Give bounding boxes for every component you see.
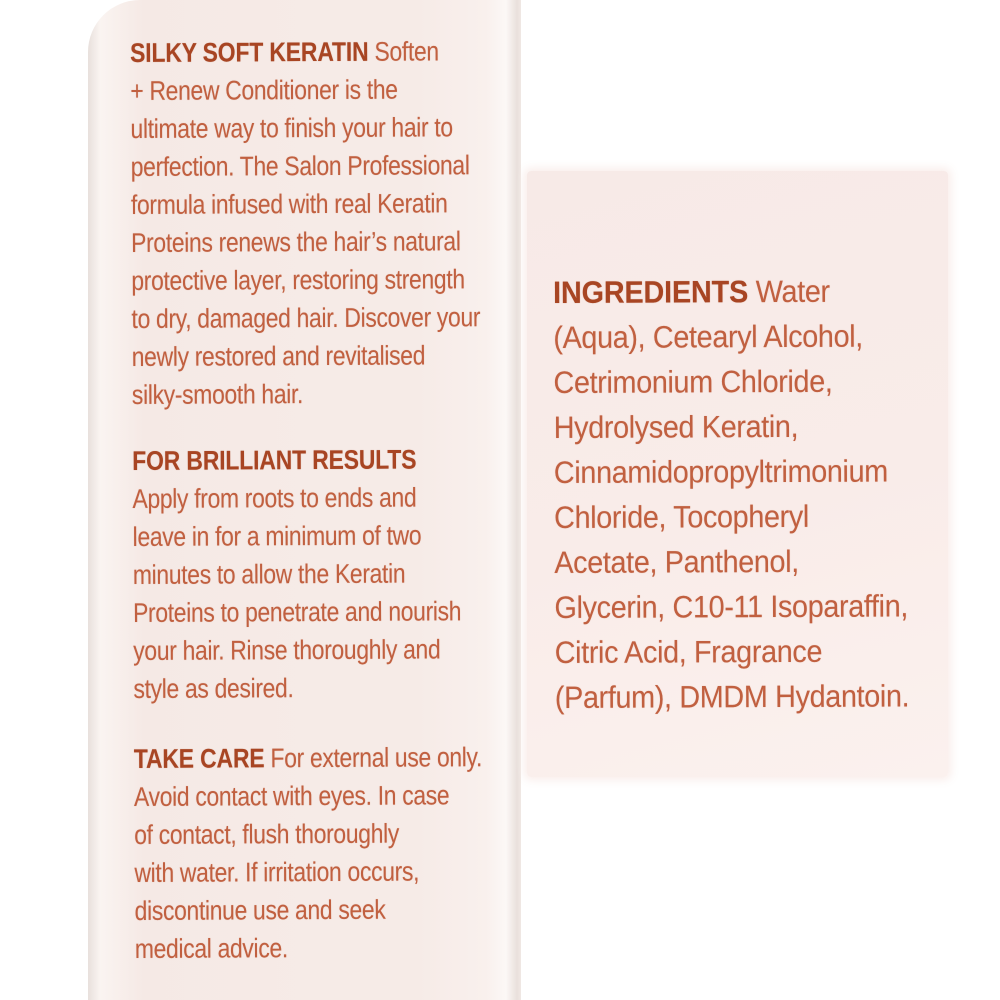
about-heading-rest: Soften	[368, 36, 439, 67]
ingredients-line: Cetrimonium Chloride,	[553, 363, 833, 400]
about-line: perfection. The Salon Professional	[130, 150, 470, 182]
about-line: Proteins renews the hair’s natural	[131, 226, 461, 258]
warning-line: with water. If irritation occurs,	[134, 856, 420, 888]
directions-line: minutes to allow the Keratin	[132, 558, 406, 590]
ingredients-line: Hydrolysed Keratin,	[553, 408, 799, 445]
about-line: protective layer, restoring strength	[131, 264, 465, 296]
ingredients-line: Cinnamidopropyltrimonium	[553, 453, 888, 490]
ingredients-line: Chloride, Tocopheryl	[554, 498, 810, 535]
directions-line: style as desired.	[133, 673, 294, 704]
ingredients-line: Glycerin, C10-11 Isoparaffin,	[554, 588, 909, 625]
about-line	[130, 32, 470, 72]
ingredients-line: (Aqua), Cetearyl Alcohol,	[553, 318, 863, 355]
about-heading: SILKY SOFT KERATIN	[130, 36, 369, 68]
directions-line: your hair. Rinse thoroughly and	[133, 634, 441, 666]
about-line: to dry, damaged hair. Discover your	[131, 302, 481, 334]
warning-heading-rest: For external use only.	[264, 742, 483, 774]
warning-line: discontinue use and seek	[134, 894, 386, 926]
about-line: formula infused with real Keratin	[130, 188, 448, 220]
about-line: newly restored and revitalised	[131, 340, 426, 372]
back-label-text	[130, 32, 535, 968]
ingredients-text	[553, 268, 955, 720]
warning-section	[134, 738, 535, 968]
warning-line: of contact, flush thoroughly	[134, 818, 400, 850]
about-section	[130, 32, 532, 414]
warning-heading: TAKE CARE	[133, 743, 265, 774]
about-line: silky-smooth hair.	[131, 379, 304, 410]
ingredients-line: Acetate, Panthenol,	[554, 543, 799, 580]
about-line: + Renew Conditioner is the	[130, 74, 398, 106]
ingredients-line	[553, 268, 925, 315]
directions-line: leave in for a minimum of two	[132, 520, 422, 552]
directions-line: Apply from roots to ends and	[132, 482, 417, 514]
warning-line	[133, 738, 483, 778]
about-line: ultimate way to finish your hair to	[130, 112, 453, 144]
warning-line: Avoid contact with eyes. In case	[133, 780, 450, 812]
ingredients-heading-rest: Water	[748, 273, 830, 310]
ingredients-heading: INGREDIENTS	[553, 274, 749, 310]
directions-section	[132, 440, 533, 708]
warning-line: medical advice.	[134, 933, 288, 964]
directions-heading: FOR BRILLIANT RESULTS	[132, 444, 417, 476]
ingredients-line: (Parfum), DMDM Hydantoin.	[554, 678, 910, 715]
ingredients-line: Citric Acid, Fragrance	[554, 633, 823, 670]
directions-line: Proteins to penetrate and nourish	[132, 596, 462, 628]
